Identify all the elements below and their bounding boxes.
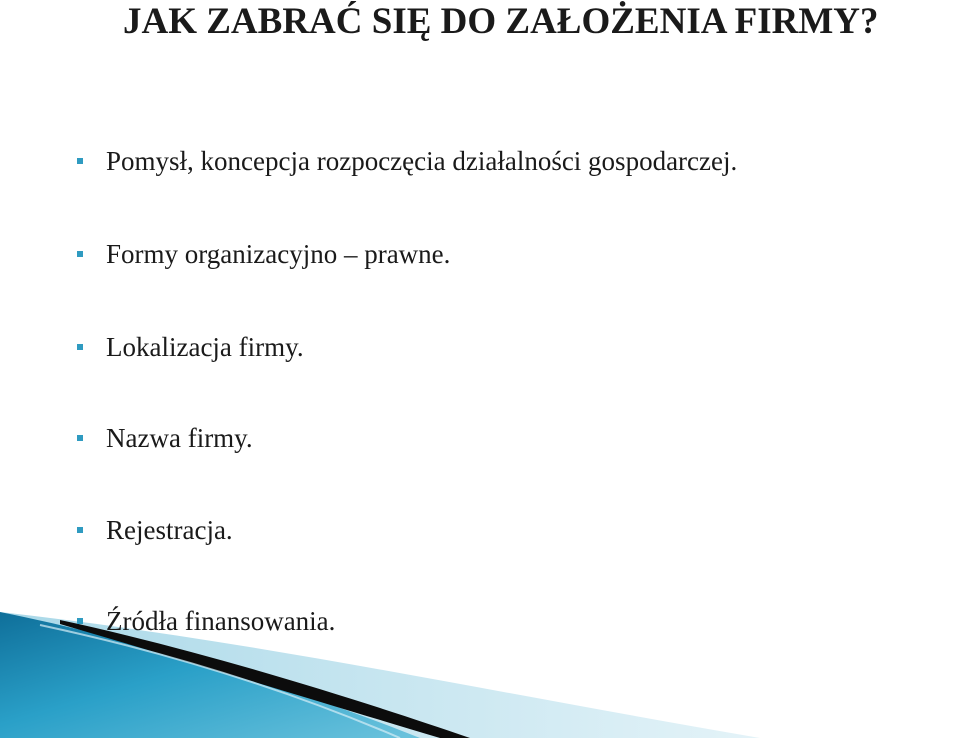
bullet-item [0, 141, 900, 181]
bullet-text: Formy organizacyjno – prawne. [106, 239, 451, 269]
bullet-item [0, 601, 900, 641]
bullet-text: Nazwa firmy. [106, 423, 253, 453]
square-bullet-icon [77, 344, 83, 350]
bullet-item [0, 234, 900, 274]
square-bullet-icon [77, 618, 83, 624]
bullet-text: Rejestracja. [106, 515, 233, 545]
bullet-text: Lokalizacja firmy. [106, 332, 304, 362]
square-bullet-icon [77, 527, 83, 533]
slide-title: JAK ZABRAĆ SIĘ DO ZAŁOŻENIA FIRMY? [123, 1, 879, 42]
square-bullet-icon [77, 158, 83, 164]
square-bullet-icon [77, 251, 83, 257]
bullet-item [0, 510, 900, 550]
bullet-item [0, 418, 900, 458]
square-bullet-icon [77, 435, 83, 441]
bullet-text: Źródła finansowania. [106, 606, 336, 636]
bullet-text: Pomysł, koncepcja rozpoczęcia działalności gospodarczej. [106, 146, 738, 176]
bullet-item [0, 327, 900, 367]
